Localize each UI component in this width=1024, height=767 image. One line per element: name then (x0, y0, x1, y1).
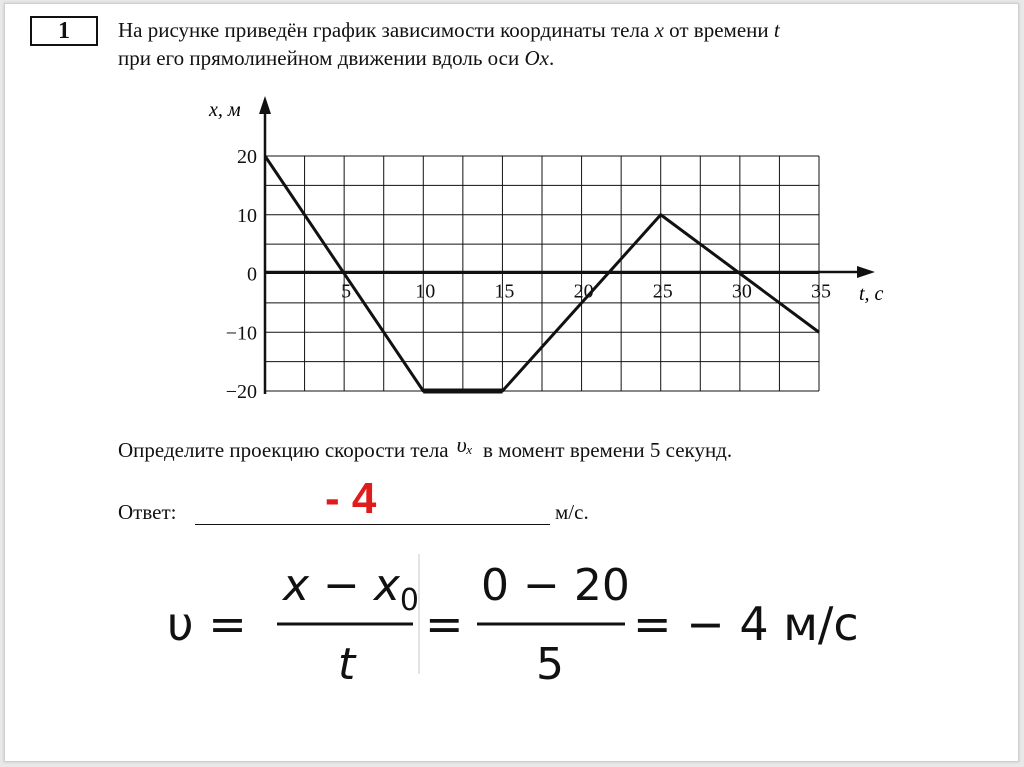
answer-unit: м/с. (555, 500, 589, 524)
question: Определите проекцию скорости тела υₓ в момент времени 5 секунд. (118, 432, 733, 462)
formula-equals-2: = (425, 597, 464, 651)
x-tick-label: 5 (341, 280, 352, 303)
formula-numerator-1: $x - x_0$ (283, 560, 420, 618)
formula-result: = − 4 м/с (633, 597, 859, 651)
formula-lhs: υ = (167, 597, 247, 651)
x-tick-label: 25 (652, 280, 673, 303)
task-statement: На рисунке приведён график зависимости координаты тела x от времени t при его прямолинейном движении вдоль оси Ox. (118, 18, 780, 70)
x-tick-label: 15 (494, 280, 515, 303)
y-tick-label: 0 (247, 263, 257, 286)
x-tick-label: 10 (415, 280, 436, 303)
y-tick-label: 10 (237, 204, 257, 227)
y-tick-label: −20 (225, 381, 257, 403)
velocity-formula (5, 4, 1018, 761)
task-number: 1 (30, 16, 98, 46)
answer-value: - 4 (325, 474, 377, 523)
y-tick-label: 20 (237, 146, 257, 168)
x-tick-label: 20 (573, 280, 594, 303)
y-tick-label: −10 (225, 322, 257, 345)
x-tick-label: 30 (731, 280, 752, 303)
formula-denominator-1: t (338, 639, 356, 690)
velocity-symbol: υₓ (456, 432, 473, 457)
slide (4, 3, 1019, 762)
formula-numerator-2: 0 − 20 (481, 560, 630, 611)
x-axis-label: t, с (859, 283, 884, 305)
x-tick-label: 35 (811, 280, 831, 303)
answer-label: Ответ: (118, 500, 177, 524)
y-axis-label: x, м (209, 99, 241, 121)
formula-denominator-2: 5 (536, 639, 564, 690)
